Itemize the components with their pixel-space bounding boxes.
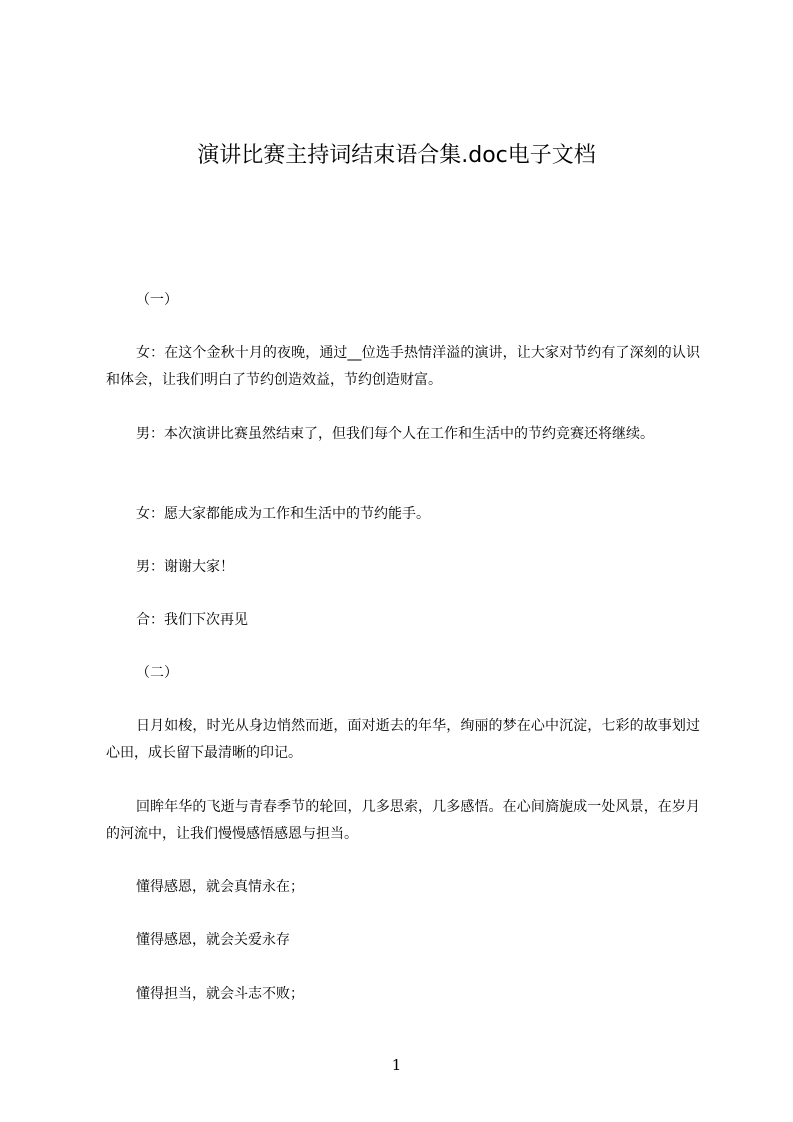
- paragraph: 女：在这个金秋十月的夜晚，通过__位选手热情洋溢的演讲，让大家对节约有了深刻的认识和体会，让我们明白了节约创造效益，节约创造财富。: [106, 345, 700, 388]
- paragraph: 女：愿大家都能成为工作和生活中的节约能手。: [136, 506, 430, 522]
- paragraph: 懂得担当，就会斗志不败；: [136, 986, 304, 1002]
- page-number: 1: [391, 1056, 402, 1074]
- section-heading-1: （一）: [136, 292, 178, 308]
- paragraph: 男：谢谢大家！: [136, 559, 234, 575]
- paragraph: 懂得感恩，就会关爱永存: [136, 932, 290, 948]
- paragraph: 合：我们下次再见: [136, 612, 248, 628]
- paragraph: 日月如梭，时光从身边悄然而逝，面对逝去的年华，绚丽的梦在心中沉淀，七彩的故事划过心田，成长留下最清晰的印记。: [106, 718, 700, 761]
- paragraph: 男：本次演讲比赛虽然结束了，但我们每个人在工作和生活中的节约竞赛还将继续。: [136, 426, 654, 442]
- document-title: 演讲比赛主持词结束语合集.doc电子文档: [197, 143, 596, 168]
- section-heading-2: （二）: [136, 665, 178, 681]
- paragraph: 回眸年华的飞逝与青春季节的轮回，几多思索，几多感悟。在心间旖旎成一处风景，在岁月的河流中，让我们慢慢感悟感恩与担当。: [106, 799, 700, 842]
- paragraph: 懂得感恩，就会真情永在；: [136, 879, 304, 895]
